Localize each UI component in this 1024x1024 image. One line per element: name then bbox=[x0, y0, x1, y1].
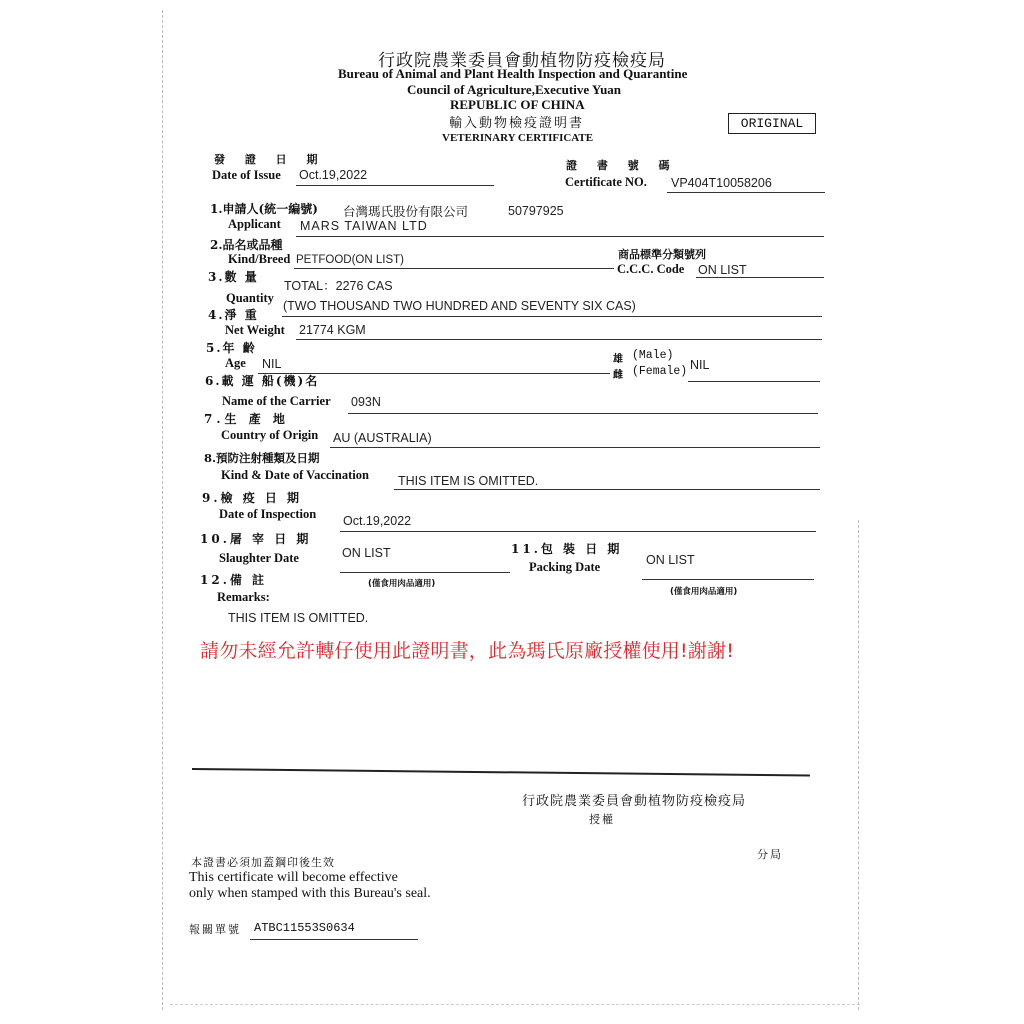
origin-value: AU (AUSTRALIA) bbox=[333, 431, 432, 445]
age-label: Age bbox=[225, 356, 246, 370]
age-value: NIL bbox=[262, 357, 282, 371]
origin-label-zh: 7.生 產 地 bbox=[204, 412, 289, 426]
applicant-value: MARS TAIWAN LTD bbox=[300, 219, 428, 233]
inspection-label-zh: 9.檢 疫 日 期 bbox=[202, 491, 303, 505]
slaughter-label: Slaughter Date bbox=[219, 551, 299, 565]
quantity-total: TOTAL：2276 CAS bbox=[284, 279, 393, 293]
vaccination-value: THIS ITEM IS OMITTED. bbox=[398, 474, 539, 488]
applicant-label-zh: 1.申請人(統一編號) bbox=[210, 202, 318, 216]
packing-label: Packing Date bbox=[529, 560, 601, 574]
slaughter-note: (僅食用肉品適用) bbox=[368, 579, 436, 589]
original-stamp: ORIGINAL bbox=[728, 113, 816, 134]
seal-note-zh: 本證書必須加蓋鋼印後生效 bbox=[191, 856, 335, 869]
weight-line bbox=[296, 339, 822, 340]
female-label-zh: 雌 bbox=[613, 370, 625, 381]
weight-label-zh: 4.淨 重 bbox=[208, 308, 259, 322]
slaughter-value: ON LIST bbox=[342, 546, 391, 560]
branch-label: 分局 bbox=[757, 848, 783, 861]
applicant-tax-id: 50797925 bbox=[508, 204, 564, 218]
seal-note-line-1: This certificate will become effective bbox=[189, 870, 398, 885]
carrier-label-zh: 6.載 運 船(機)名 bbox=[205, 374, 320, 388]
male-label: (Male) bbox=[632, 349, 674, 362]
slaughter-line bbox=[340, 572, 510, 573]
customs-value: ATBC11553S0634 bbox=[254, 921, 355, 935]
applicant-value-zh: 台灣瑪氏股份有限公司 bbox=[343, 204, 469, 219]
issue-date-line bbox=[296, 185, 494, 186]
seal-note-line-2: only when stamped with this Bureau's seal. bbox=[189, 886, 431, 901]
sex-line bbox=[688, 381, 820, 382]
applicant-line bbox=[296, 236, 824, 237]
ccc-line bbox=[696, 277, 824, 278]
origin-label: Country of Origin bbox=[221, 428, 319, 442]
packing-line bbox=[642, 579, 814, 580]
authorized-label: 授權 bbox=[589, 813, 615, 826]
bureau-title-en: Bureau of Animal and Plant Health Inspection and Quarantine bbox=[338, 66, 688, 81]
carrier-value: 093N bbox=[351, 395, 381, 409]
council-title: Council of Agriculture,Executive Yuan bbox=[407, 82, 622, 97]
kind-label: Kind/Breed bbox=[228, 252, 291, 266]
ccc-label: C.C.C. Code bbox=[617, 262, 685, 276]
scan-edge bbox=[162, 10, 163, 1010]
quantity-label-zh: 3.數 量 bbox=[208, 270, 259, 284]
age-label-zh: 5.年 齡 bbox=[206, 341, 257, 355]
origin-line bbox=[330, 447, 820, 448]
issue-date-label-zh: 發 證 日 期 bbox=[214, 153, 326, 166]
customs-line bbox=[250, 939, 418, 940]
applicant-label: Applicant bbox=[228, 217, 281, 231]
signature-line bbox=[192, 768, 810, 776]
remarks-label: Remarks: bbox=[217, 590, 270, 604]
ccc-label-zh: 商品標準分類號列 bbox=[618, 248, 706, 261]
inspection-value: Oct.19,2022 bbox=[343, 514, 412, 528]
remarks-value: THIS ITEM IS OMITTED. bbox=[228, 611, 369, 625]
certificate-type-en: VETERINARY CERTIFICATE bbox=[442, 132, 594, 144]
weight-label: Net Weight bbox=[225, 323, 285, 337]
kind-value: PETFOOD(ON LIST) bbox=[296, 254, 404, 266]
quantity-words: (TWO THOUSAND TWO HUNDRED AND SEVENTY SIX CAS) bbox=[283, 299, 636, 313]
inspection-line bbox=[340, 531, 816, 532]
usage-notice: 請勿未經允許轉仔使用此證明書，此為瑪氏原廠授權使用!謝謝! bbox=[200, 640, 735, 662]
packing-note: (僅食用肉品適用) bbox=[670, 587, 738, 597]
packing-label-zh: 11.包 裝 日 期 bbox=[511, 542, 623, 556]
vaccination-label: Kind & Date of Vaccination bbox=[221, 468, 369, 482]
scan-edge bbox=[858, 520, 859, 1010]
certificate-no-line bbox=[667, 192, 825, 193]
kind-label-zh: 2.品名或品種 bbox=[210, 238, 283, 252]
vaccination-line bbox=[394, 489, 820, 490]
vaccination-label-zh: 8.預防注射種類及日期 bbox=[204, 451, 320, 465]
issue-date-label: Date of Issue bbox=[212, 168, 281, 182]
carrier-line bbox=[348, 413, 818, 414]
male-label-zh: 雄 bbox=[613, 354, 625, 365]
certificate-no-value: VP404T10058206 bbox=[671, 176, 772, 190]
authority-name: 行政院農業委員會動植物防疫檢疫局 bbox=[522, 794, 747, 809]
packing-value: ON LIST bbox=[646, 553, 695, 567]
bureau-title-zh: 行政院農業委員會動植物防疫檢疫局 bbox=[378, 51, 666, 71]
certificate-no-label-zh: 證 書 號 碼 bbox=[566, 159, 678, 172]
carrier-label: Name of the Carrier bbox=[222, 394, 331, 408]
kind-line bbox=[294, 268, 614, 269]
certificate-type-zh: 輸入動物檢疫證明書 bbox=[449, 116, 585, 131]
quantity-label: Quantity bbox=[226, 291, 274, 305]
customs-label: 報關單號 bbox=[189, 923, 241, 936]
inspection-label: Date of Inspection bbox=[219, 507, 317, 521]
certificate-no-label: Certificate NO. bbox=[565, 175, 647, 189]
ccc-value: ON LIST bbox=[698, 263, 747, 277]
remarks-label-zh: 12.備 註 bbox=[200, 573, 268, 587]
weight-value: 21774 KGM bbox=[299, 323, 366, 337]
issue-date-value: Oct.19,2022 bbox=[299, 168, 368, 182]
scan-edge bbox=[170, 1004, 860, 1005]
sex-value: NIL bbox=[690, 358, 710, 372]
country-title: REPUBLIC OF CHINA bbox=[450, 97, 585, 112]
female-label: (Female) bbox=[632, 365, 688, 378]
quantity-line bbox=[282, 316, 822, 317]
slaughter-label-zh: 10.屠 宰 日 期 bbox=[200, 532, 312, 546]
